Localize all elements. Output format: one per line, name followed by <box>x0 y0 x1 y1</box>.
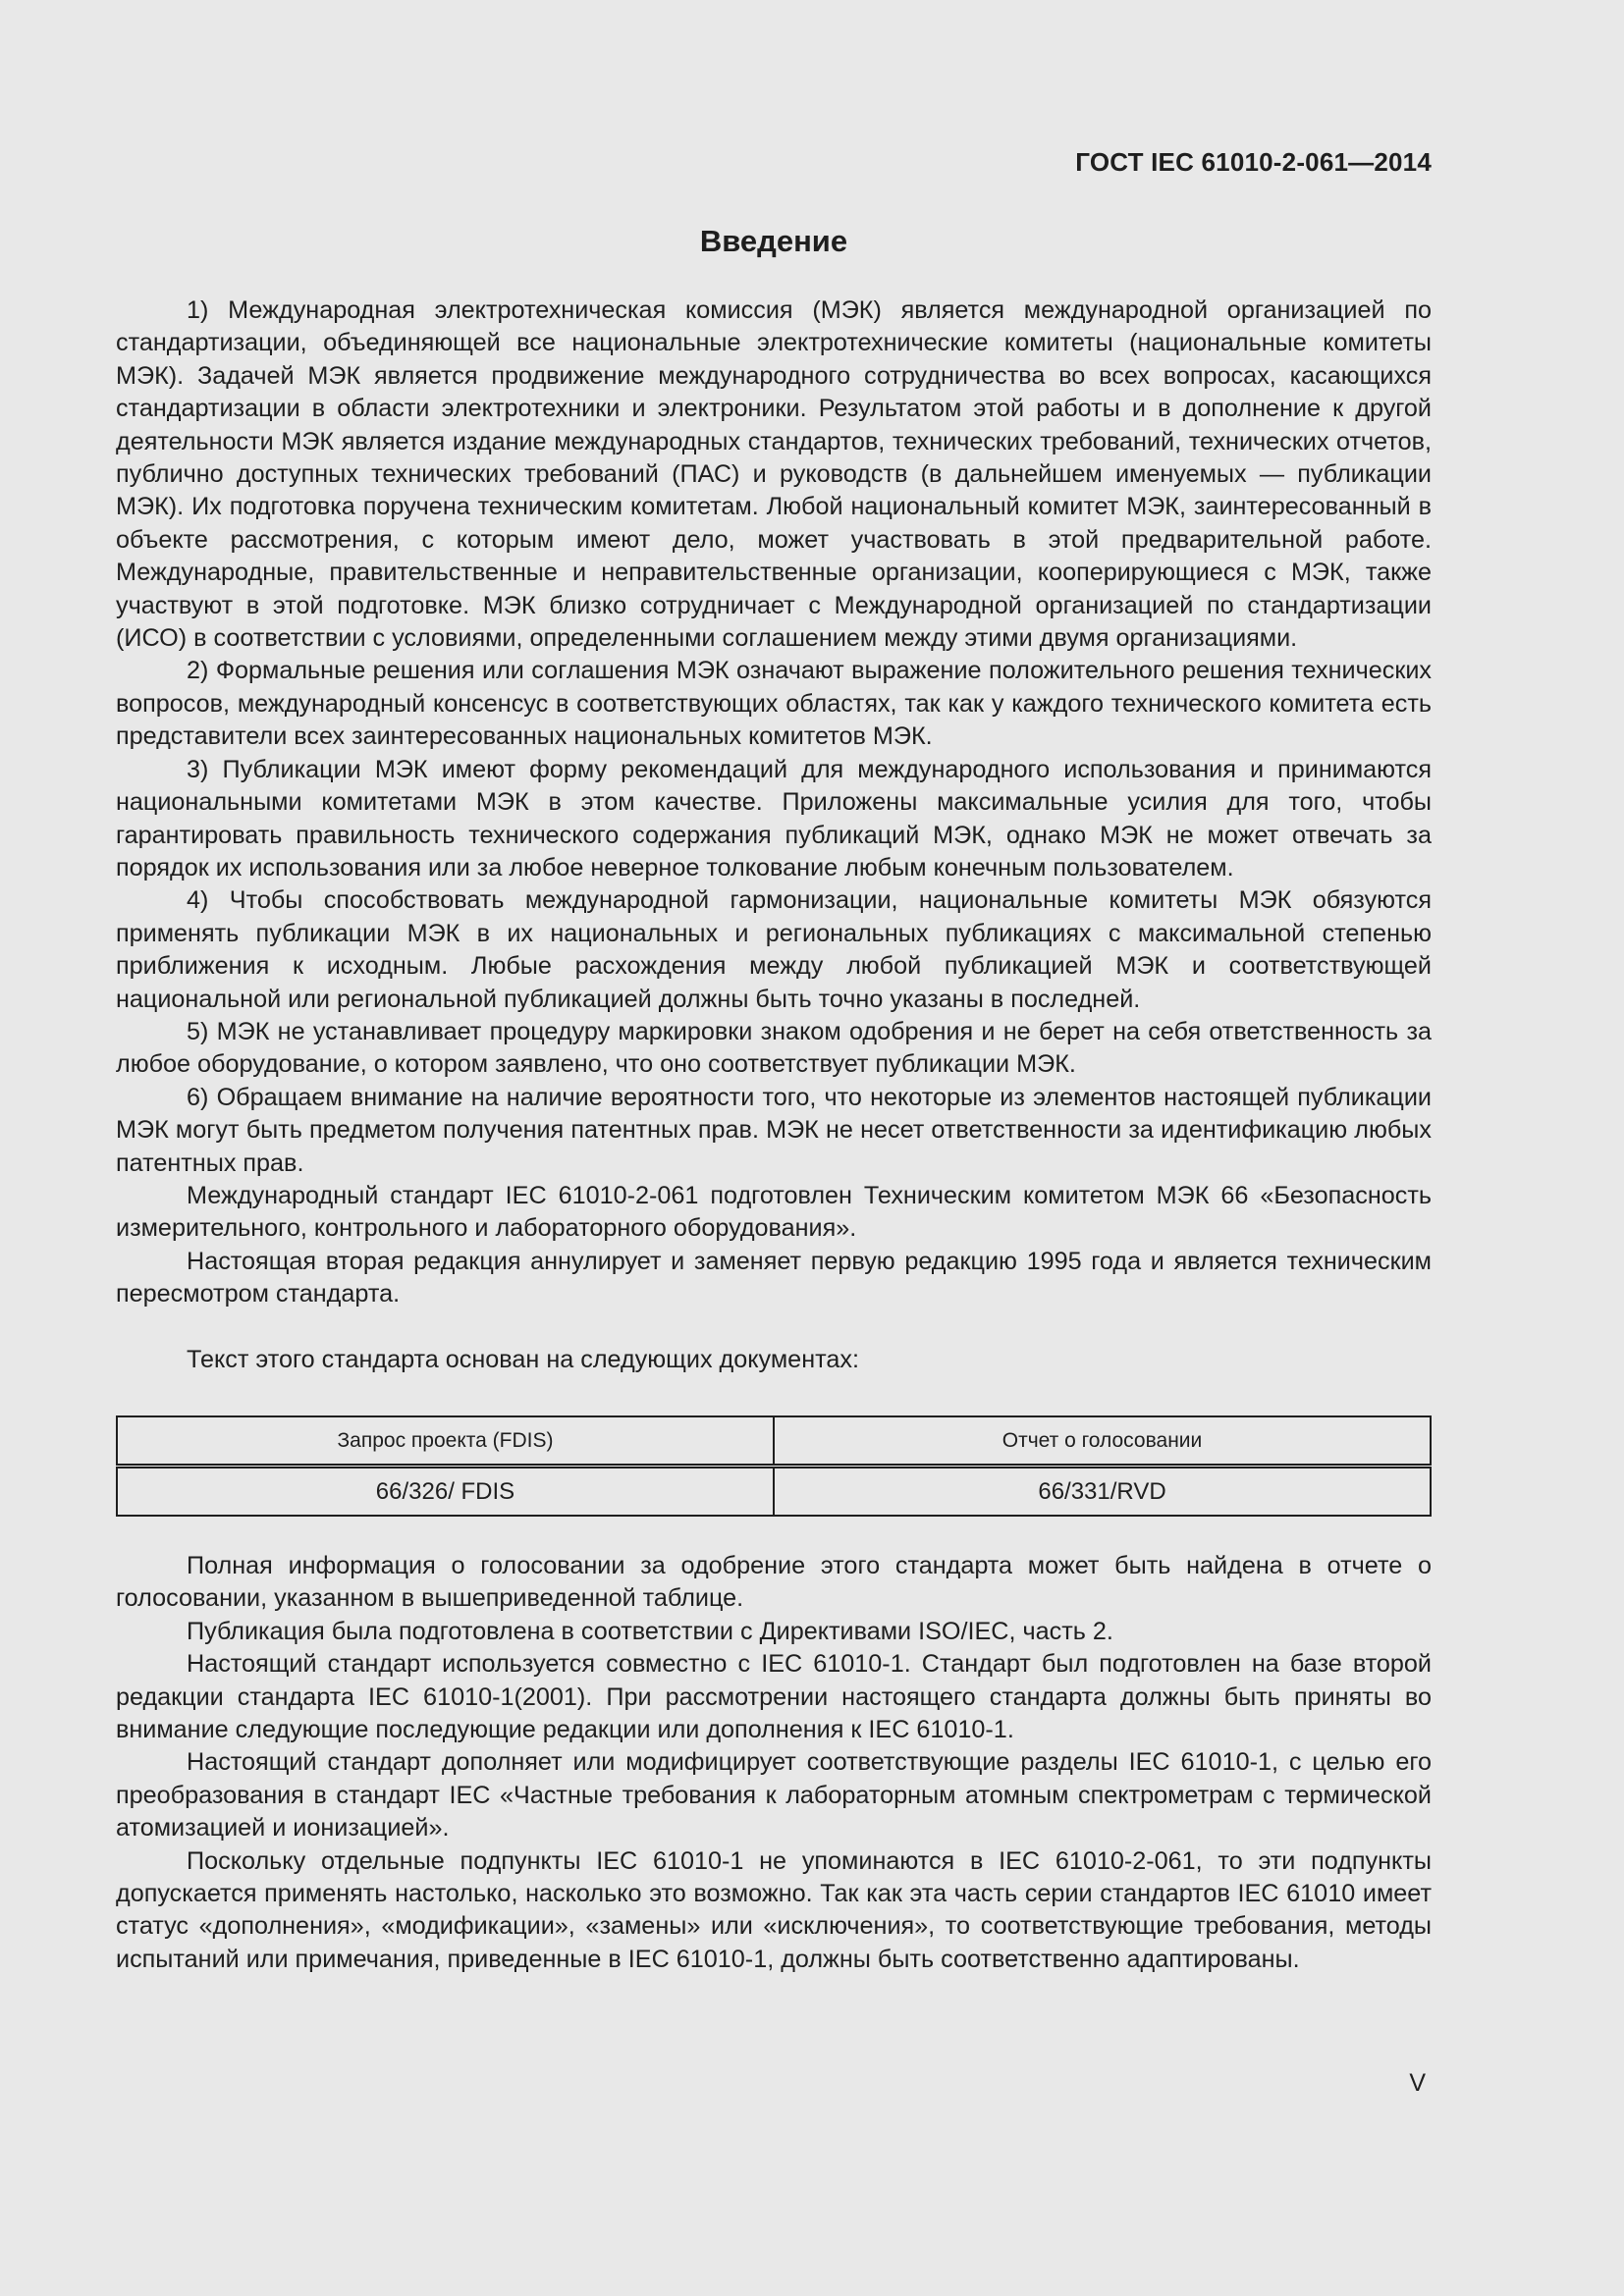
paragraph-supplement: Настоящий стандарт дополняет или модифицирует соответствующие разделы IEC 61010-1, с целью его преобразования в стандарт IEC «Частные требования к лабораторным атомным спектрометрам с термической атомизацией и ионизацией». <box>116 1748 1432 1842</box>
table-header-fdis: Запрос проекта (FDIS) <box>117 1416 774 1467</box>
table-cell-fdis: 66/326/ FDIS <box>117 1467 774 1517</box>
document-code: ГОСТ IEC 61010-2-061—2014 <box>1075 147 1432 177</box>
paragraph-voting: Полная информация о голосовании за одобрение этого стандарта может быть найдена в отчете о голосовании, указанном в вышеприведенной таблице. <box>116 1552 1432 1613</box>
paragraph-edition: Настоящая вторая редакция аннулирует и заменяет первую редакцию 1995 года и является техническим пересмотром стандарта. <box>116 1247 1432 1308</box>
paragraph-2: 2) Формальные решения или соглашения МЭК означают выражение положительного решения технических вопросов, международный консенсус в соответствующих областях, так как у каждого технического комитета есть представители всех заинтересованных национальных комитетов МЭК. <box>116 657 1432 751</box>
table-header-row <box>117 1416 1431 1467</box>
documents-intro: Текст этого стандарта основан на следующих документах: <box>187 1345 859 1373</box>
paragraph-tc66: Международный стандарт IEC 61010-2-061 подготовлен Техническим комитетом МЭК 66 «Безопасность измерительного, контрольного и лабораторного оборудования». <box>116 1181 1432 1243</box>
documents-table <box>116 1415 1432 1517</box>
paragraph-subclauses: Поскольку отдельные подпункты IEC 61010-1 не упоминаются в IEC 61010-2-061, то эти подпункты допускается применять настолько, насколько это возможно. Так как эта часть серии стандартов IEC 61010 имеет статус «дополнения», «модификации», «замены» или «исключения», то соответствующие требования, методы испытаний или примечания, приведенные в IEC 61010-1, должны быть соответственно адаптированы. <box>116 1846 1432 1973</box>
paragraph-3: 3) Публикации МЭК имеют форму рекомендаций для международного использования и принимаются национальными комитетами МЭК в этом качестве. Приложены максимальные усилия для того, чтобы гарантировать правильность технического содержания публикаций МЭК, однако МЭК не может отвечать за порядок их использования или за любое неверное толкование любым конечным пользователем. <box>116 755 1432 881</box>
paragraph-5: 5) МЭК не устанавливает процедуру маркировки знаком одобрения и не берет на себя ответственность за любое оборудование, о котором заявлено, что оно соответствует публикации МЭК. <box>116 1017 1432 1079</box>
table-row <box>117 1467 1431 1517</box>
page-number: V <box>1409 2069 1426 2097</box>
section-title: Введение <box>699 224 848 258</box>
paragraph-6: 6) Обращаем внимание на наличие вероятности того, что некоторые из элементов настоящей публикации МЭК могут быть предметом получения патентных прав. МЭК не несет ответственности за идентификацию любых патентных прав. <box>116 1083 1432 1177</box>
document-body <box>116 294 1432 1976</box>
paragraph-1: 1) Международная электротехническая комиссия (МЭК) является международной организацией по стандартизации, объединяющей все национальные электротехнические комитеты (национальные комитеты МЭК). Задачей МЭК является продвижение международного сотрудничества во всех вопросах, касающихся стандартизации в области электротехники и электроники. Результатом этой работы и в дополнение к другой деятельности МЭК является издание международных стандартов, технических требований, технических отчетов, публично доступных технических требований (ПАС) и руководств (в дальнейшем именуемых — публикации МЭК). Их подготовка поручена техническим комитетам. Любой национальный комитет МЭК, заинтересованный в объекте рассмотрения, с которым имеют дело, может участвовать в этой предварительной работе. Международные, правительственные и неправительственные организации, кооперирующиеся с МЭК, также участвуют в этой подготовке. МЭК близко сотрудничает с Международной организацией по стандартизации (ИСО) в соответствии с условиями, определенными соглашением между этими двумя организациями. <box>116 296 1432 653</box>
table-header-rvd: Отчет о голосовании <box>774 1416 1431 1467</box>
paragraph-directives: Публикация была подготовлена в соответствии с Директивами ISO/IEC, часть 2. <box>187 1617 1113 1645</box>
paragraph-4: 4) Чтобы способствовать международной гармонизации, национальные комитеты МЭК обязуются применять публикации МЭК в их национальных и региональных публикациях с максимальной степенью приближения к исходным. Любые расхождения между любой публикацией МЭК и соответствующей национальной или региональной публикацией должны быть точно указаны в последней. <box>116 886 1432 1013</box>
table-cell-rvd: 66/331/RVD <box>774 1467 1431 1517</box>
paragraph-usage: Настоящий стандарт используется совместно с IEC 61010-1. Стандарт был подготовлен на базе второй редакции стандарта IEC 61010-1(2001). При рассмотрении настоящего стандарта должны быть приняты во внимание следующие последующие редакции или дополнения к IEC 61010-1. <box>116 1650 1432 1744</box>
